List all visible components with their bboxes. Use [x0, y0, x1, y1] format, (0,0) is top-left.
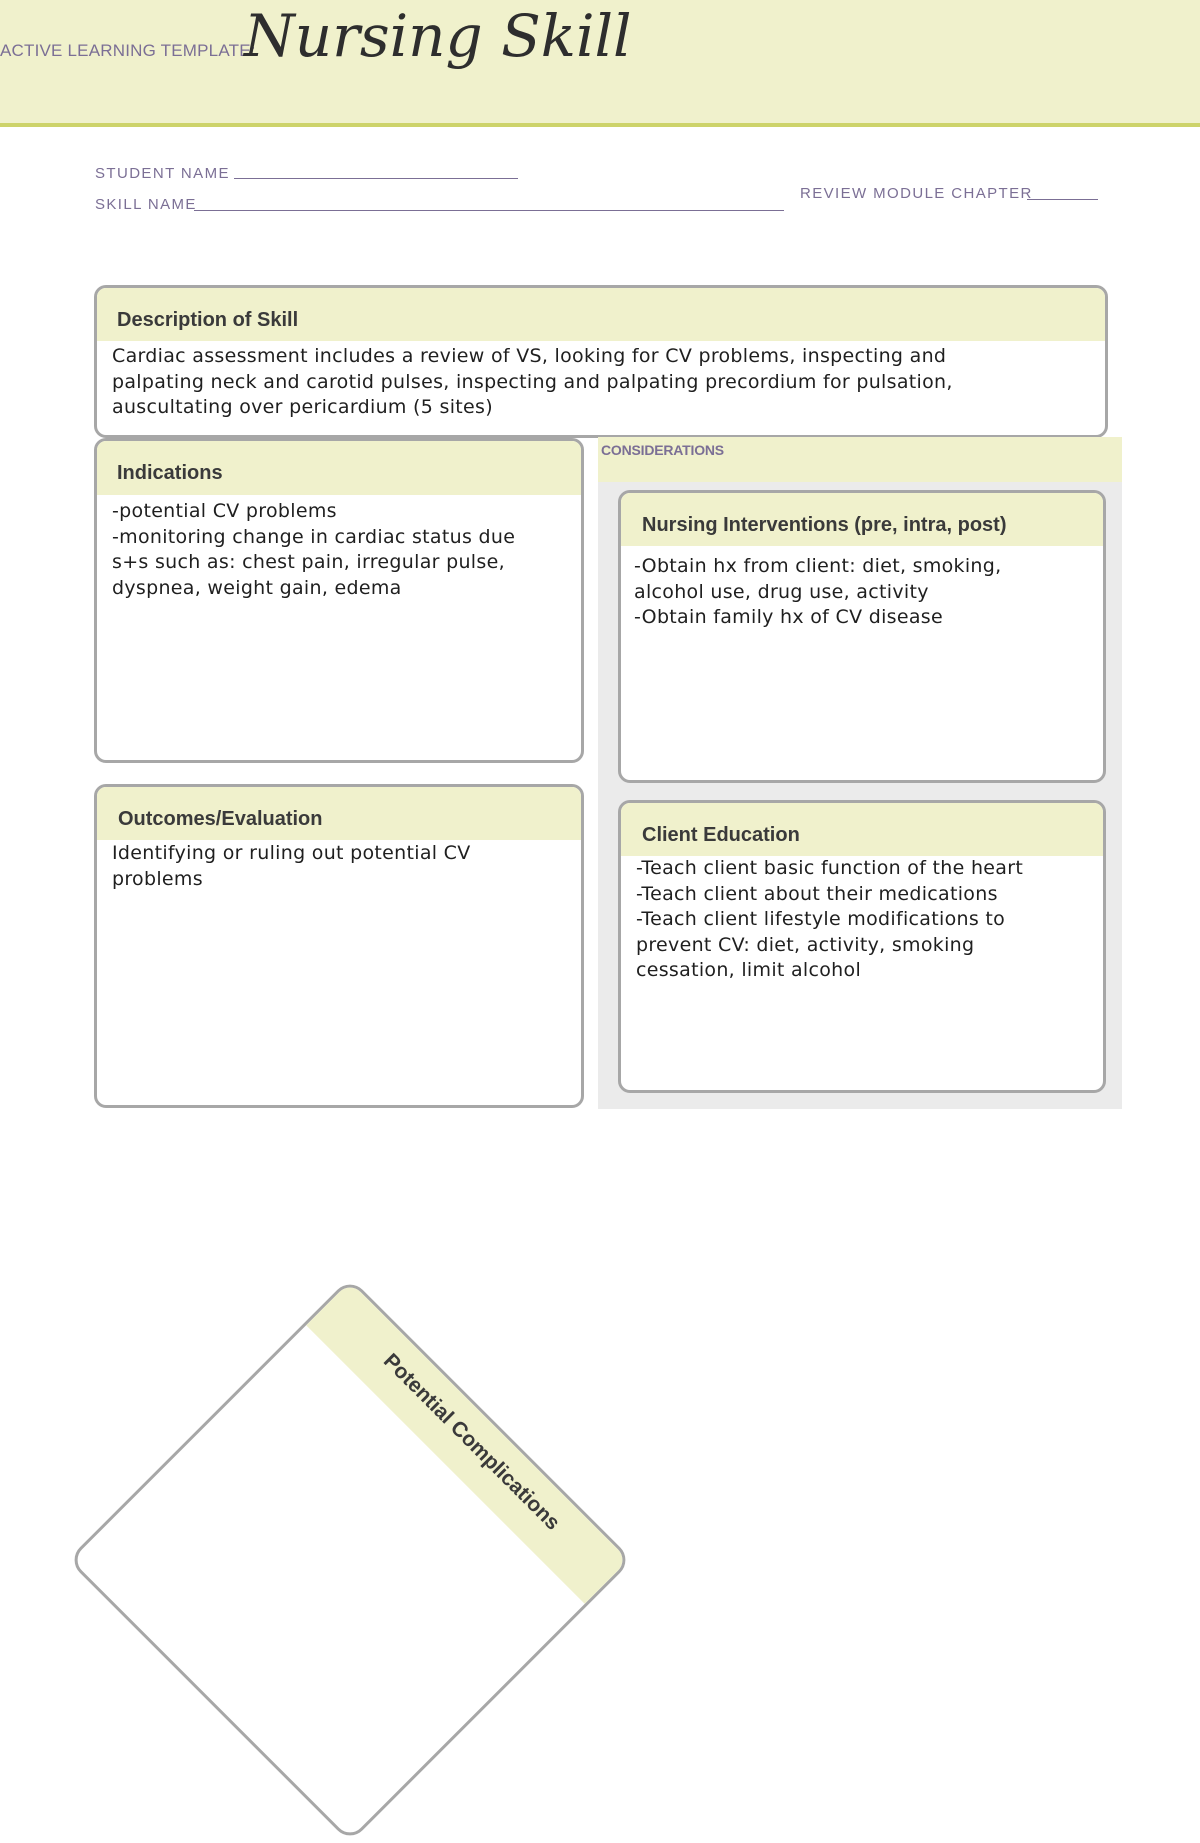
header-banner — [0, 0, 1200, 127]
outcomes-heading: Outcomes/Evaluation — [97, 787, 581, 840]
skill-name-label: SKILL NAME — [95, 196, 197, 213]
skill-name-field[interactable] — [194, 210, 784, 211]
indications-text[interactable]: -potential CV problems -monitoring change in cardiac status due s+s such as: chest pain, irregular pulse, dyspnea, weight gain, edema — [112, 500, 516, 599]
student-name-label: STUDENT NAME — [95, 165, 230, 182]
indications-box — [94, 438, 584, 763]
student-name-field[interactable] — [234, 178, 518, 179]
template-label: ACTIVE LEARNING TEMPLATE: — [0, 41, 256, 60]
client-education-text[interactable]: -Teach client basic function of the heart -Teach client about their medications -Teach client lifestyle modifications to prevent CV: diet, activity, smoking cessation, limit alcohol — [636, 857, 1024, 981]
considerations-label: CONSIDERATIONS — [601, 442, 724, 458]
potential-complications-box — [67, 1277, 633, 1843]
nursing-interventions-heading: Nursing Interventions (pre, intra, post) — [621, 493, 1103, 546]
nursing-interventions-box — [618, 490, 1106, 783]
description-box — [94, 285, 1108, 438]
client-education-heading: Client Education — [621, 803, 1103, 856]
review-module-chapter-label: REVIEW MODULE CHAPTER — [800, 185, 1033, 202]
outcomes-box — [94, 784, 584, 1108]
potential-complications-heading: Potential Complications — [378, 1349, 565, 1535]
potential-complications-band — [306, 1281, 628, 1603]
description-text[interactable]: Cardiac assessment includes a review of VS, looking for CV problems, inspecting and palpating neck and carotid pulses, inspecting and palpating precordium for pulsation, auscultating over pericardium (5 sites) — [112, 345, 953, 418]
nursing-interventions-text[interactable]: -Obtain hx from client: diet, smoking, alcohol use, drug use, activity -Obtain family hx of CV disease — [634, 555, 1002, 628]
client-education-box — [618, 800, 1106, 1093]
review-module-chapter-field[interactable] — [1027, 199, 1098, 200]
page-title: Nursing Skill — [244, 2, 632, 70]
indications-heading: Indications — [97, 441, 581, 495]
description-heading: Description of Skill — [97, 288, 1105, 341]
outcomes-text[interactable]: Identifying or ruling out potential CV problems — [112, 842, 471, 890]
